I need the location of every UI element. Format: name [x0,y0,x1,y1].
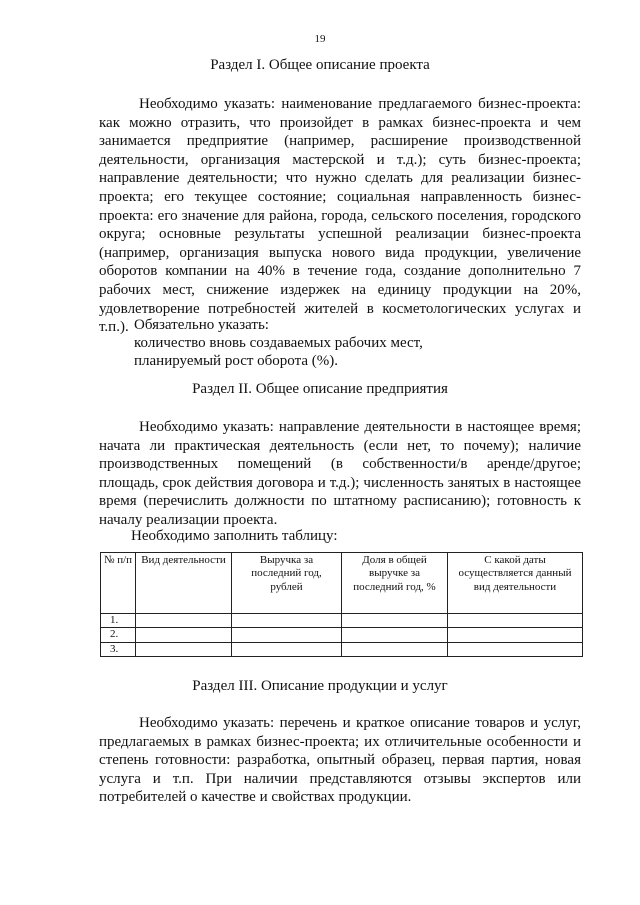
header-share: Доля в общей выручке за последний год, % [342,553,448,614]
table-cell [136,628,232,642]
section-1-title: Раздел I. Общее описание проекта [210,57,430,73]
table-cell [232,642,342,656]
table-cell [342,614,448,628]
section-3-title: Раздел III. Описание продукции и услуг [192,678,448,694]
table-row [101,628,583,642]
row-number: 3. [101,642,136,656]
header-start-date: С какой даты осуществляется данный вид деятельности [448,553,583,614]
table-cell [136,642,232,656]
table-cell [448,642,583,656]
section-3-paragraph: Необходимо указать: перечень и краткое описание товаров и услуг, предлагаемых в рамках бизнес-проекта; их отличительные особенности и степень готовности: разработка, опытный образец, первая партия, новая услуга и т.п. При наличии представляются отзывы экспертов или потребителей о качестве и свойствах продукции. [99,715,581,806]
table-cell [232,628,342,642]
table-cell [232,614,342,628]
row-number: 1. [101,614,136,628]
required-label: Обязательно указать: [134,317,269,333]
header-number: № п/п [101,553,136,614]
page-number: 19 [314,33,326,45]
table-intro: Необходимо заполнить таблицу: [131,528,338,544]
table-row [101,642,583,656]
section-2-title: Раздел II. Общее описание предприятия [192,381,448,397]
table-header-row [101,553,583,614]
table-cell [342,628,448,642]
header-activity: Вид деятельности [136,553,232,614]
table-cell [342,642,448,656]
required-item-jobs: количество вновь создаваемых рабочих мест, [134,335,423,351]
row-number: 2. [101,628,136,642]
header-revenue: Выручка за последний год, рублей [232,553,342,614]
section-1-paragraph: Необходимо указать: наименование предлагаемого бизнес-проекта: как можно отразить, что произойдет в рамках бизнес-проекта и чем занимается предприятие (например, расширение производственной деятельности, организация мастерской и т.д.); суть бизнес-проекта; направление деятельности; что нужно сделать для реализации бизнес-проекта; его текущее состояние; социальная направленность бизнес-проекта: его значение для района, города, сельского поселения, городского округа; основные результаты успешной реализации бизнес-проекта (например, организация выпуска нового вида продукции, увеличение оборотов компании на 40% в течение года, создание дополнительно 7 рабочих мест, снижение издержек на единицу продукции на 20%, удовлетворение потребностей жителей в косметологических услугах и т.п.). [99,96,581,336]
table-cell [448,628,583,642]
section-2-paragraph: Необходимо указать: направление деятельности в настоящее время; начата ли практическая деятельность (если нет, то почему); наличие производственных помещений (в собственности/в аренде/другое; площадь, срок действия договора и т.д.); численность занятых в настоящее время (перечислить должности по штатному расписанию); готовность к началу реализации проекта. [99,419,581,528]
activity-table [100,552,583,657]
table-cell [448,614,583,628]
required-item-turnover: планируемый рост оборота (%). [134,353,338,369]
table-cell [136,614,232,628]
table-row [101,614,583,628]
